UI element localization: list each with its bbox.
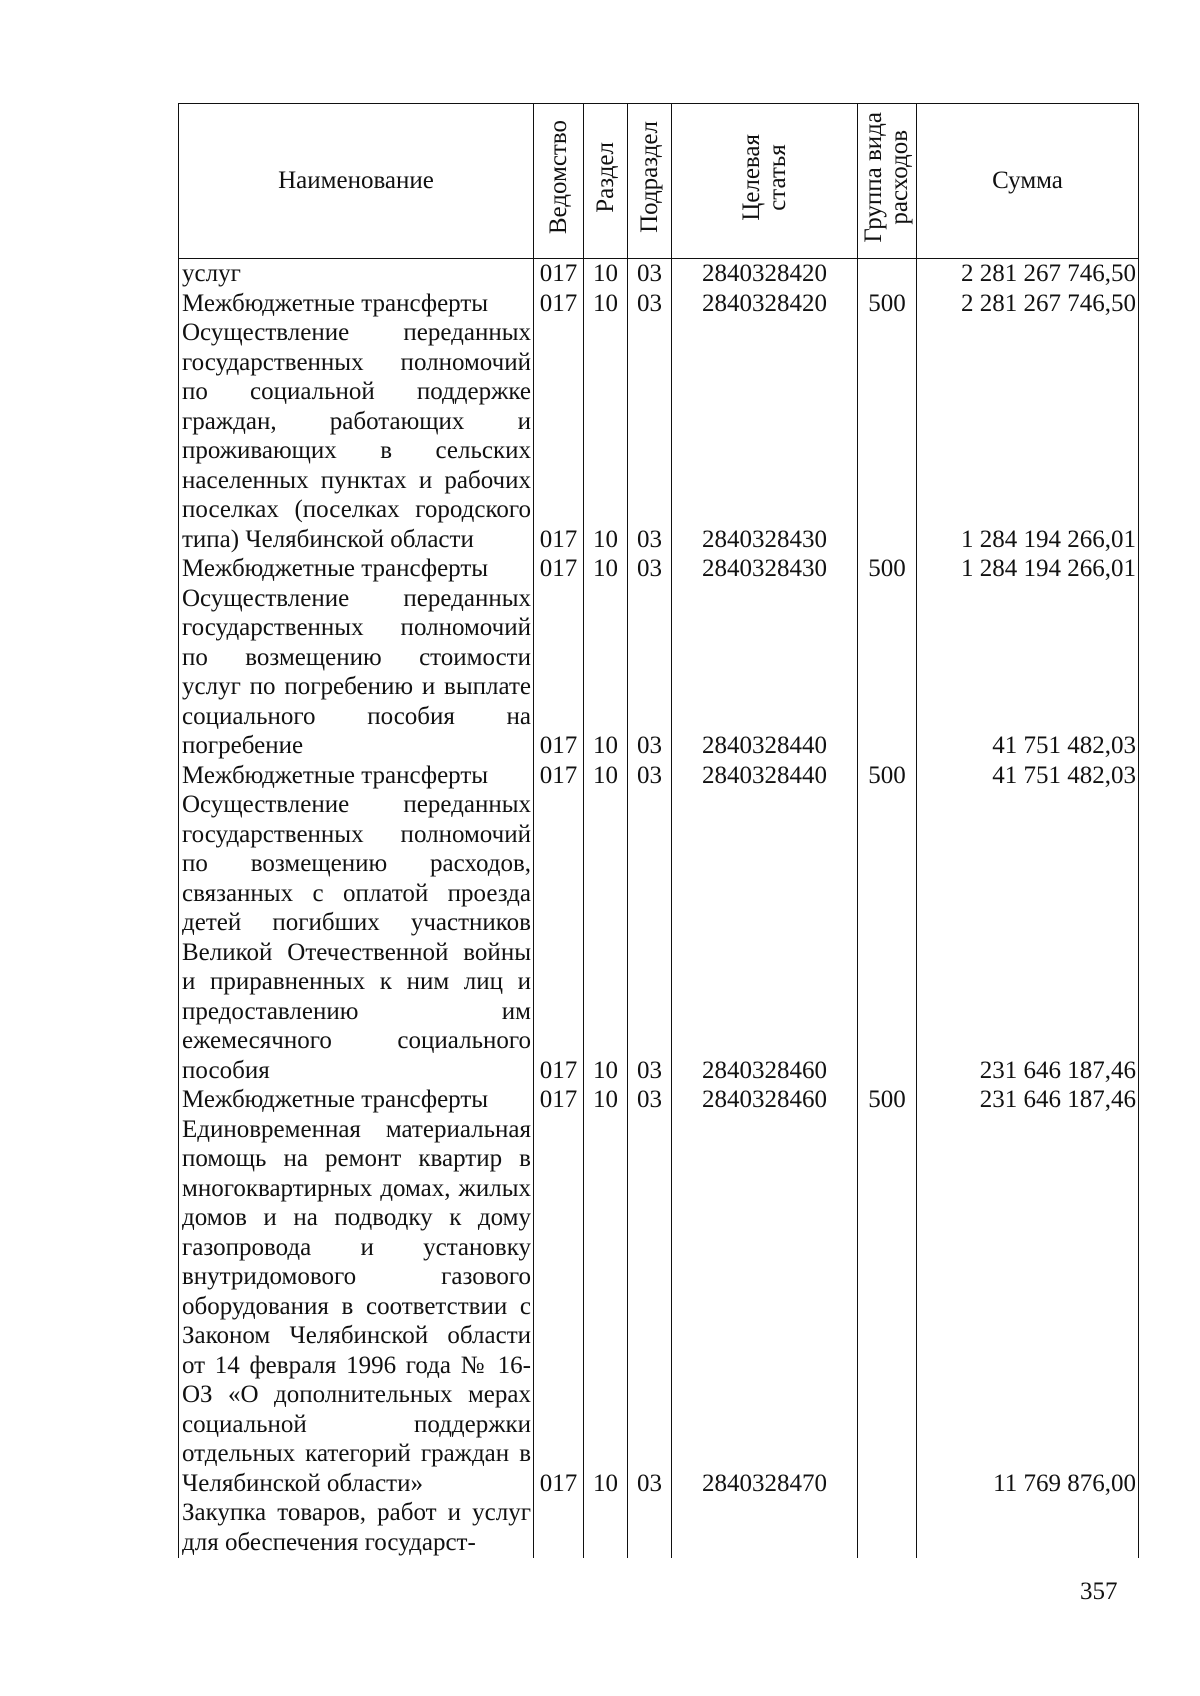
row-gruppa: 500 — [858, 554, 917, 584]
row-podrazdel: 03 — [628, 1085, 672, 1115]
table-row — [179, 554, 1139, 584]
row-celevaya: 2840328460 — [672, 1085, 858, 1115]
row-vedomstvo: 017 — [534, 259, 584, 289]
row-podrazdel: 03 — [628, 318, 672, 554]
row-razdel: 10 — [584, 554, 628, 584]
row-summa: 231 646 187,46 — [917, 790, 1139, 1085]
row-podrazdel: 03 — [628, 259, 672, 289]
row-vedomstvo: 017 — [534, 761, 584, 791]
header-gruppa: Группа вида расходов — [858, 104, 917, 259]
header-razdel: Раздел — [584, 104, 628, 259]
row-celevaya: 2840328430 — [672, 554, 858, 584]
row-summa: 1 284 194 266,01 — [917, 318, 1139, 554]
row-vedomstvo — [534, 1498, 584, 1558]
row-summa: 11 769 876,00 — [917, 1115, 1139, 1499]
header-celevaya: Целевая статья — [672, 104, 858, 259]
row-razdel: 10 — [584, 289, 628, 319]
row-summa: 41 751 482,03 — [917, 761, 1139, 791]
header-summa: Сумма — [917, 104, 1139, 259]
row-gruppa — [858, 1498, 917, 1558]
row-vedomstvo: 017 — [534, 554, 584, 584]
row-celevaya: 2840328440 — [672, 761, 858, 791]
row-vedomstvo: 017 — [534, 1115, 584, 1499]
row-gruppa: 500 — [858, 1085, 917, 1115]
table-row — [179, 259, 1139, 289]
row-razdel: 10 — [584, 761, 628, 791]
row-podrazdel: 03 — [628, 289, 672, 319]
row-gruppa — [858, 259, 917, 289]
row-celevaya: 2840328430 — [672, 318, 858, 554]
row-gruppa — [858, 1115, 917, 1499]
header-podrazdel: Подраздел — [628, 104, 672, 259]
table-row — [179, 790, 1139, 1085]
row-name: Межбюджетные трансферты — [179, 289, 534, 319]
header-name: Наименование — [179, 104, 534, 259]
row-podrazdel: 03 — [628, 790, 672, 1085]
table-row — [179, 1085, 1139, 1115]
row-celevaya: 2840328470 — [672, 1115, 858, 1499]
row-name: Единовременная материальная помощь на ремонт квартир в многоквартирных домах, жилых домов и на подводку к дому газопровода и установку внутридомового газового оборудования в соответствии с Законом Челябинской области от 14 февраля 1996 года № 16-ОЗ «О дополнительных мерах социальной поддержки отдельных категорий граждан в Челябинской области» — [179, 1115, 534, 1499]
row-podrazdel — [628, 1498, 672, 1558]
row-celevaya — [672, 1498, 858, 1558]
row-podrazdel: 03 — [628, 554, 672, 584]
table-header — [179, 104, 1139, 259]
row-summa — [917, 1498, 1139, 1558]
budget-table — [178, 103, 1139, 1558]
table-body — [179, 259, 1139, 1559]
row-name: Осуществление переданных государственных полномочий по социальной поддержке граждан, работающих и проживающих в сельских населенных пунктах и рабочих поселках (поселках городского типа) Челябинской области — [179, 318, 534, 554]
row-summa: 41 751 482,03 — [917, 584, 1139, 761]
row-gruppa — [858, 584, 917, 761]
table-row — [179, 584, 1139, 761]
row-razdel: 10 — [584, 318, 628, 554]
row-razdel: 10 — [584, 790, 628, 1085]
row-vedomstvo: 017 — [534, 584, 584, 761]
row-vedomstvo: 017 — [534, 289, 584, 319]
page-number: 357 — [1080, 1578, 1118, 1605]
row-summa: 1 284 194 266,01 — [917, 554, 1139, 584]
row-razdel: 10 — [584, 1115, 628, 1499]
row-podrazdel: 03 — [628, 761, 672, 791]
table-row — [179, 289, 1139, 319]
row-vedomstvo: 017 — [534, 1085, 584, 1115]
row-summa: 231 646 187,46 — [917, 1085, 1139, 1115]
row-name: Осуществление переданных государственных полномочий по возмещению стоимости услуг по погребению и выплате социального пособия на погребение — [179, 584, 534, 761]
row-name: услуг — [179, 259, 534, 289]
row-name: Межбюджетные трансферты — [179, 761, 534, 791]
row-gruppa — [858, 790, 917, 1085]
table-row — [179, 761, 1139, 791]
row-podrazdel: 03 — [628, 584, 672, 761]
row-razdel: 10 — [584, 259, 628, 289]
header-vedomstvo: Ведомство — [534, 104, 584, 259]
row-name: Осуществление переданных государственных полномочий по возмещению расходов, связанных с оплатой проезда детей погибших участников Великой Отечественной войны и приравненных к ним лиц и предоставлению им ежемесячного социального пособия — [179, 790, 534, 1085]
row-celevaya: 2840328420 — [672, 259, 858, 289]
row-gruppa: 500 — [858, 289, 917, 319]
table-row — [179, 1115, 1139, 1499]
row-vedomstvo: 017 — [534, 790, 584, 1085]
row-razdel: 10 — [584, 1085, 628, 1115]
row-summa: 2 281 267 746,50 — [917, 259, 1139, 289]
row-name: Закупка товаров, работ и услуг для обеспечения государст- — [179, 1498, 534, 1558]
table-row — [179, 318, 1139, 554]
row-gruppa — [858, 318, 917, 554]
row-summa: 2 281 267 746,50 — [917, 289, 1139, 319]
row-name: Межбюджетные трансферты — [179, 554, 534, 584]
row-celevaya: 2840328420 — [672, 289, 858, 319]
row-podrazdel: 03 — [628, 1115, 672, 1499]
row-gruppa: 500 — [858, 761, 917, 791]
table-row — [179, 1498, 1139, 1558]
row-celevaya: 2840328460 — [672, 790, 858, 1085]
row-celevaya: 2840328440 — [672, 584, 858, 761]
row-razdel — [584, 1498, 628, 1558]
row-vedomstvo: 017 — [534, 318, 584, 554]
row-name: Межбюджетные трансферты — [179, 1085, 534, 1115]
row-razdel: 10 — [584, 584, 628, 761]
